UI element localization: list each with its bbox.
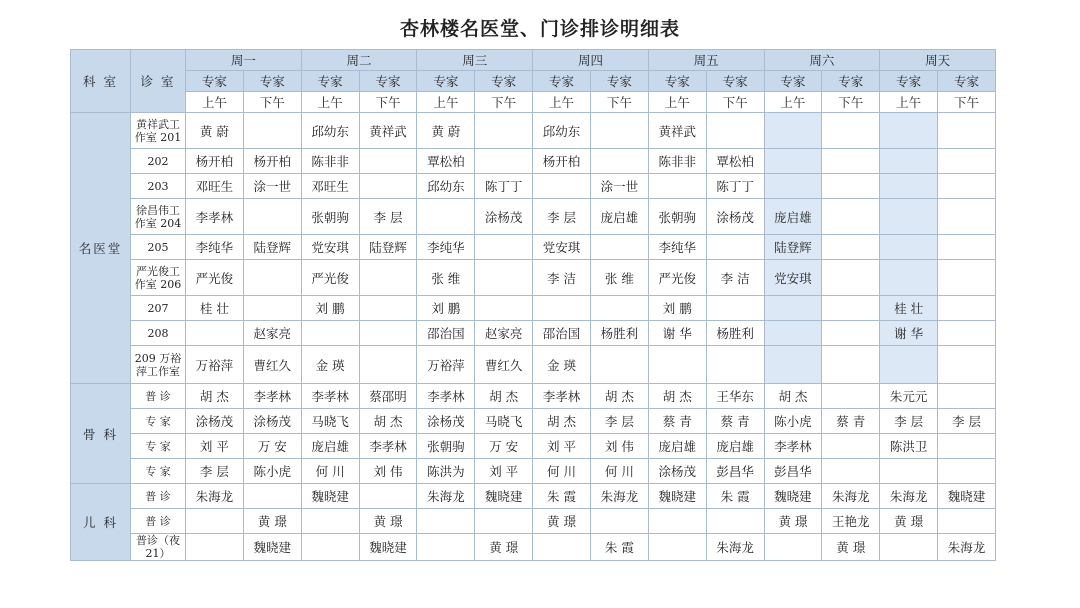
doctor-cell bbox=[648, 346, 706, 384]
doctor-cell bbox=[706, 509, 764, 534]
doctor-cell: 朱 霞 bbox=[590, 534, 648, 561]
doctor-cell bbox=[243, 260, 301, 296]
doctor-cell: 杨开柏 bbox=[533, 149, 591, 174]
doctor-cell: 朱海龙 bbox=[417, 484, 475, 509]
header-day: 周天 bbox=[880, 50, 996, 71]
doctor-cell: 蔡 青 bbox=[822, 409, 880, 434]
doctor-cell: 邱幼东 bbox=[417, 174, 475, 199]
doctor-cell: 赵家亮 bbox=[243, 321, 301, 346]
doctor-cell: 陈洪为 bbox=[417, 459, 475, 484]
doctor-cell bbox=[359, 296, 417, 321]
header-expert: 专家 bbox=[186, 71, 244, 92]
doctor-cell bbox=[590, 296, 648, 321]
header-pm: 下午 bbox=[243, 92, 301, 113]
schedule-table bbox=[70, 49, 996, 561]
doctor-cell bbox=[417, 199, 475, 235]
doctor-cell: 黄祥武 bbox=[648, 113, 706, 149]
table-row bbox=[71, 434, 996, 459]
doctor-cell bbox=[822, 174, 880, 199]
doctor-cell: 杨胜利 bbox=[706, 321, 764, 346]
doctor-cell bbox=[706, 296, 764, 321]
doctor-cell: 严光俊 bbox=[301, 260, 359, 296]
doctor-cell: 庞启雄 bbox=[590, 199, 648, 235]
table-row bbox=[71, 235, 996, 260]
doctor-cell bbox=[938, 113, 996, 149]
room-name: 普 诊 bbox=[131, 484, 186, 509]
doctor-cell bbox=[533, 296, 591, 321]
doctor-cell bbox=[822, 235, 880, 260]
doctor-cell bbox=[475, 149, 533, 174]
doctor-cell: 庞启雄 bbox=[648, 434, 706, 459]
doctor-cell: 严光俊 bbox=[648, 260, 706, 296]
doctor-cell: 魏晓建 bbox=[243, 534, 301, 561]
table-row bbox=[71, 484, 996, 509]
table-row bbox=[71, 509, 996, 534]
header-expert: 专家 bbox=[359, 71, 417, 92]
header-expert: 专家 bbox=[648, 71, 706, 92]
room-name: 205 bbox=[131, 235, 186, 260]
doctor-cell bbox=[243, 199, 301, 235]
doctor-cell: 涂杨茂 bbox=[706, 199, 764, 235]
doctor-cell: 杨开柏 bbox=[243, 149, 301, 174]
doctor-cell: 庞启雄 bbox=[764, 199, 822, 235]
doctor-cell: 朱海龙 bbox=[880, 484, 938, 509]
doctor-cell: 魏晓建 bbox=[359, 534, 417, 561]
table-row bbox=[71, 321, 996, 346]
doctor-cell: 涂杨茂 bbox=[475, 199, 533, 235]
doctor-cell: 胡 杰 bbox=[186, 384, 244, 409]
doctor-cell: 胡 杰 bbox=[533, 409, 591, 434]
doctor-cell bbox=[880, 235, 938, 260]
doctor-cell: 涂杨茂 bbox=[648, 459, 706, 484]
department-name: 儿 科 bbox=[71, 484, 131, 561]
doctor-cell: 万 安 bbox=[475, 434, 533, 459]
doctor-cell: 黄 蔚 bbox=[186, 113, 244, 149]
doctor-cell: 何 川 bbox=[301, 459, 359, 484]
table-row bbox=[71, 409, 996, 434]
doctor-cell bbox=[186, 534, 244, 561]
doctor-cell bbox=[475, 260, 533, 296]
header-expert: 专家 bbox=[301, 71, 359, 92]
doctor-cell bbox=[359, 149, 417, 174]
doctor-cell bbox=[590, 113, 648, 149]
table-row bbox=[71, 296, 996, 321]
room-name: 普 诊 bbox=[131, 509, 186, 534]
doctor-cell bbox=[822, 384, 880, 409]
doctor-cell bbox=[822, 113, 880, 149]
doctor-cell: 朱海龙 bbox=[590, 484, 648, 509]
doctor-cell: 金 瑛 bbox=[301, 346, 359, 384]
doctor-cell: 李孝林 bbox=[301, 384, 359, 409]
doctor-cell: 朱海龙 bbox=[186, 484, 244, 509]
table-row bbox=[71, 174, 996, 199]
header-am: 上午 bbox=[764, 92, 822, 113]
doctor-cell bbox=[880, 199, 938, 235]
doctor-cell: 何 川 bbox=[590, 459, 648, 484]
doctor-cell: 陈非非 bbox=[648, 149, 706, 174]
doctor-cell: 邓旺生 bbox=[301, 174, 359, 199]
header-expert: 专家 bbox=[938, 71, 996, 92]
table-row bbox=[71, 346, 996, 384]
table-row bbox=[71, 459, 996, 484]
doctor-cell bbox=[880, 149, 938, 174]
doctor-cell bbox=[938, 199, 996, 235]
doctor-cell: 朱 霞 bbox=[706, 484, 764, 509]
room-name: 徐昌伟工作室 204 bbox=[131, 199, 186, 235]
doctor-cell bbox=[764, 113, 822, 149]
doctor-cell: 邱幼东 bbox=[533, 113, 591, 149]
room-name: 专 家 bbox=[131, 409, 186, 434]
doctor-cell bbox=[764, 174, 822, 199]
doctor-cell: 魏晓建 bbox=[648, 484, 706, 509]
doctor-cell: 魏晓建 bbox=[938, 484, 996, 509]
doctor-cell bbox=[938, 296, 996, 321]
doctor-cell: 彭昌华 bbox=[706, 459, 764, 484]
room-name: 黄祥武工作室 201 bbox=[131, 113, 186, 149]
doctor-cell bbox=[648, 509, 706, 534]
header-day: 周四 bbox=[533, 50, 649, 71]
doctor-cell bbox=[822, 260, 880, 296]
doctor-cell: 刘 平 bbox=[475, 459, 533, 484]
doctor-cell: 万裕萍 bbox=[417, 346, 475, 384]
doctor-cell: 邱幼东 bbox=[301, 113, 359, 149]
doctor-cell: 黄 璟 bbox=[243, 509, 301, 534]
doctor-cell bbox=[475, 235, 533, 260]
doctor-cell bbox=[938, 384, 996, 409]
doctor-cell bbox=[590, 509, 648, 534]
doctor-cell bbox=[243, 296, 301, 321]
header-am: 上午 bbox=[301, 92, 359, 113]
doctor-cell: 蔡 青 bbox=[706, 409, 764, 434]
doctor-cell: 李孝林 bbox=[359, 434, 417, 459]
doctor-cell: 覃松柏 bbox=[706, 149, 764, 174]
doctor-cell bbox=[706, 235, 764, 260]
doctor-cell: 党安琪 bbox=[533, 235, 591, 260]
doctor-cell: 黄 璟 bbox=[475, 534, 533, 561]
doctor-cell: 李 层 bbox=[186, 459, 244, 484]
doctor-cell: 张 维 bbox=[590, 260, 648, 296]
doctor-cell: 陆登辉 bbox=[359, 235, 417, 260]
header-pm: 下午 bbox=[938, 92, 996, 113]
doctor-cell: 马晓飞 bbox=[301, 409, 359, 434]
doctor-cell bbox=[186, 321, 244, 346]
doctor-cell bbox=[938, 174, 996, 199]
department-name: 名医堂 bbox=[71, 113, 131, 384]
doctor-cell bbox=[764, 296, 822, 321]
doctor-cell: 谢 华 bbox=[880, 321, 938, 346]
room-name: 209 万裕萍工作室 bbox=[131, 346, 186, 384]
doctor-cell: 魏晓建 bbox=[475, 484, 533, 509]
doctor-cell bbox=[706, 346, 764, 384]
doctor-cell: 李纯华 bbox=[186, 235, 244, 260]
doctor-cell: 涂杨茂 bbox=[186, 409, 244, 434]
doctor-cell: 涂杨茂 bbox=[417, 409, 475, 434]
header-expert: 专家 bbox=[475, 71, 533, 92]
room-name: 普 诊 bbox=[131, 384, 186, 409]
doctor-cell: 万 安 bbox=[243, 434, 301, 459]
doctor-cell bbox=[417, 509, 475, 534]
doctor-cell bbox=[938, 509, 996, 534]
doctor-cell: 李孝林 bbox=[417, 384, 475, 409]
doctor-cell bbox=[938, 321, 996, 346]
doctor-cell bbox=[475, 296, 533, 321]
doctor-cell bbox=[880, 260, 938, 296]
doctor-cell: 刘 伟 bbox=[590, 434, 648, 459]
doctor-cell bbox=[359, 346, 417, 384]
doctor-cell: 蔡 青 bbox=[648, 409, 706, 434]
doctor-cell: 李 层 bbox=[359, 199, 417, 235]
room-name: 专 家 bbox=[131, 434, 186, 459]
doctor-cell bbox=[764, 346, 822, 384]
doctor-cell bbox=[417, 534, 475, 561]
doctor-cell bbox=[880, 459, 938, 484]
doctor-cell: 万裕萍 bbox=[186, 346, 244, 384]
doctor-cell: 覃松柏 bbox=[417, 149, 475, 174]
doctor-cell: 李 层 bbox=[880, 409, 938, 434]
doctor-cell: 涂一世 bbox=[590, 174, 648, 199]
header-am: 上午 bbox=[417, 92, 475, 113]
doctor-cell: 张朝驹 bbox=[417, 434, 475, 459]
doctor-cell: 李 洁 bbox=[533, 260, 591, 296]
doctor-cell bbox=[590, 346, 648, 384]
doctor-cell: 庞启雄 bbox=[706, 434, 764, 459]
doctor-cell bbox=[822, 296, 880, 321]
doctor-cell bbox=[880, 113, 938, 149]
doctor-cell: 黄 璟 bbox=[359, 509, 417, 534]
doctor-cell bbox=[301, 509, 359, 534]
doctor-cell bbox=[880, 174, 938, 199]
header-expert: 专家 bbox=[764, 71, 822, 92]
doctor-cell: 刘 伟 bbox=[359, 459, 417, 484]
table-row bbox=[71, 113, 996, 149]
header-day: 周二 bbox=[301, 50, 417, 71]
doctor-cell: 涂杨茂 bbox=[243, 409, 301, 434]
doctor-cell: 刘 鹏 bbox=[301, 296, 359, 321]
doctor-cell bbox=[243, 113, 301, 149]
doctor-cell: 张朝驹 bbox=[301, 199, 359, 235]
doctor-cell bbox=[590, 149, 648, 174]
doctor-cell: 陆登辉 bbox=[243, 235, 301, 260]
doctor-cell bbox=[475, 113, 533, 149]
doctor-cell bbox=[880, 346, 938, 384]
header-expert: 专家 bbox=[590, 71, 648, 92]
doctor-cell: 李纯华 bbox=[417, 235, 475, 260]
doctor-cell: 朱元元 bbox=[880, 384, 938, 409]
doctor-cell: 彭昌华 bbox=[764, 459, 822, 484]
header-expert: 专家 bbox=[822, 71, 880, 92]
doctor-cell: 胡 杰 bbox=[475, 384, 533, 409]
doctor-cell: 黄 蔚 bbox=[417, 113, 475, 149]
header-pm: 下午 bbox=[822, 92, 880, 113]
doctor-cell bbox=[301, 321, 359, 346]
table-row bbox=[71, 260, 996, 296]
doctor-cell: 杨开柏 bbox=[186, 149, 244, 174]
doctor-cell bbox=[822, 459, 880, 484]
doctor-cell: 刘 平 bbox=[533, 434, 591, 459]
doctor-cell: 黄 璟 bbox=[533, 509, 591, 534]
doctor-cell: 刘 鹏 bbox=[648, 296, 706, 321]
doctor-cell bbox=[938, 459, 996, 484]
header-dept: 科 室 bbox=[71, 50, 131, 113]
room-name: 专 家 bbox=[131, 459, 186, 484]
doctor-cell: 陈非非 bbox=[301, 149, 359, 174]
doctor-cell: 李 洁 bbox=[706, 260, 764, 296]
header-pm: 下午 bbox=[359, 92, 417, 113]
doctor-cell: 邵治国 bbox=[417, 321, 475, 346]
header-day: 周一 bbox=[186, 50, 302, 71]
doctor-cell: 桂 壮 bbox=[186, 296, 244, 321]
doctor-cell: 陆登辉 bbox=[764, 235, 822, 260]
doctor-cell: 桂 壮 bbox=[880, 296, 938, 321]
doctor-cell: 何 川 bbox=[533, 459, 591, 484]
doctor-cell bbox=[938, 149, 996, 174]
doctor-cell: 金 瑛 bbox=[533, 346, 591, 384]
doctor-cell: 刘 平 bbox=[186, 434, 244, 459]
doctor-cell: 李纯华 bbox=[648, 235, 706, 260]
room-name: 普诊（夜21） bbox=[131, 534, 186, 561]
header-am: 上午 bbox=[648, 92, 706, 113]
doctor-cell: 邵治国 bbox=[533, 321, 591, 346]
doctor-cell bbox=[533, 534, 591, 561]
doctor-cell: 胡 杰 bbox=[648, 384, 706, 409]
room-name: 203 bbox=[131, 174, 186, 199]
doctor-cell: 陈小虎 bbox=[764, 409, 822, 434]
doctor-cell: 党安琪 bbox=[301, 235, 359, 260]
doctor-cell bbox=[590, 235, 648, 260]
header-room: 诊 室 bbox=[131, 50, 186, 113]
doctor-cell: 蔡邵明 bbox=[359, 384, 417, 409]
doctor-cell: 李孝林 bbox=[533, 384, 591, 409]
doctor-cell bbox=[359, 321, 417, 346]
page-title: 杏林楼名医堂、门诊排诊明细表 bbox=[399, 18, 680, 40]
doctor-cell: 张朝驹 bbox=[648, 199, 706, 235]
doctor-cell bbox=[822, 149, 880, 174]
doctor-cell: 杨胜利 bbox=[590, 321, 648, 346]
doctor-cell: 黄 璟 bbox=[880, 509, 938, 534]
doctor-cell: 曹红久 bbox=[243, 346, 301, 384]
doctor-cell: 李孝林 bbox=[186, 199, 244, 235]
doctor-cell: 朱 霞 bbox=[533, 484, 591, 509]
doctor-cell: 马晓飞 bbox=[475, 409, 533, 434]
doctor-cell: 胡 杰 bbox=[764, 384, 822, 409]
doctor-cell bbox=[243, 484, 301, 509]
header-day: 周五 bbox=[648, 50, 764, 71]
room-name: 严光俊工作室 206 bbox=[131, 260, 186, 296]
doctor-cell: 王艳龙 bbox=[822, 509, 880, 534]
doctor-cell: 李 层 bbox=[533, 199, 591, 235]
doctor-cell bbox=[938, 260, 996, 296]
doctor-cell: 庞启雄 bbox=[301, 434, 359, 459]
header-pm: 下午 bbox=[706, 92, 764, 113]
doctor-cell: 胡 杰 bbox=[359, 409, 417, 434]
doctor-cell: 刘 鹏 bbox=[417, 296, 475, 321]
doctor-cell bbox=[938, 346, 996, 384]
header-pm: 下午 bbox=[590, 92, 648, 113]
header-expert: 专家 bbox=[533, 71, 591, 92]
header-expert: 专家 bbox=[417, 71, 475, 92]
doctor-cell: 严光俊 bbox=[186, 260, 244, 296]
room-name: 208 bbox=[131, 321, 186, 346]
doctor-cell: 涂一世 bbox=[243, 174, 301, 199]
doctor-cell bbox=[359, 260, 417, 296]
header-am: 上午 bbox=[880, 92, 938, 113]
doctor-cell: 魏晓建 bbox=[764, 484, 822, 509]
doctor-cell bbox=[938, 434, 996, 459]
doctor-cell bbox=[648, 534, 706, 561]
doctor-cell bbox=[706, 113, 764, 149]
doctor-cell: 朱海龙 bbox=[822, 484, 880, 509]
doctor-cell bbox=[533, 174, 591, 199]
doctor-cell: 黄 璟 bbox=[764, 509, 822, 534]
doctor-cell bbox=[186, 509, 244, 534]
header-expert: 专家 bbox=[706, 71, 764, 92]
department-name: 骨 科 bbox=[71, 384, 131, 484]
doctor-cell: 李 层 bbox=[938, 409, 996, 434]
header-pm: 下午 bbox=[475, 92, 533, 113]
table-row bbox=[71, 384, 996, 409]
doctor-cell: 胡 杰 bbox=[590, 384, 648, 409]
header-day: 周三 bbox=[417, 50, 533, 71]
doctor-cell bbox=[648, 174, 706, 199]
doctor-cell: 邓旺生 bbox=[186, 174, 244, 199]
doctor-cell: 李 层 bbox=[590, 409, 648, 434]
header-expert: 专家 bbox=[880, 71, 938, 92]
doctor-cell: 朱海龙 bbox=[706, 534, 764, 561]
doctor-cell: 李孝林 bbox=[764, 434, 822, 459]
doctor-cell: 曹红久 bbox=[475, 346, 533, 384]
doctor-cell bbox=[359, 174, 417, 199]
doctor-cell: 黄祥武 bbox=[359, 113, 417, 149]
doctor-cell: 陈洪卫 bbox=[880, 434, 938, 459]
doctor-cell: 陈小虎 bbox=[243, 459, 301, 484]
table-row bbox=[71, 199, 996, 235]
doctor-cell bbox=[822, 199, 880, 235]
doctor-cell bbox=[822, 346, 880, 384]
doctor-cell bbox=[764, 534, 822, 561]
doctor-cell: 党安琪 bbox=[764, 260, 822, 296]
doctor-cell bbox=[764, 149, 822, 174]
doctor-cell bbox=[301, 534, 359, 561]
room-name: 202 bbox=[131, 149, 186, 174]
doctor-cell: 张 维 bbox=[417, 260, 475, 296]
room-name: 207 bbox=[131, 296, 186, 321]
doctor-cell: 赵家亮 bbox=[475, 321, 533, 346]
doctor-cell: 魏晓建 bbox=[301, 484, 359, 509]
doctor-cell: 陈丁丁 bbox=[706, 174, 764, 199]
header-am: 上午 bbox=[533, 92, 591, 113]
doctor-cell bbox=[822, 321, 880, 346]
doctor-cell bbox=[475, 509, 533, 534]
doctor-cell bbox=[938, 235, 996, 260]
doctor-cell bbox=[880, 534, 938, 561]
doctor-cell bbox=[822, 434, 880, 459]
table-row bbox=[71, 149, 996, 174]
doctor-cell bbox=[359, 484, 417, 509]
doctor-cell: 黄 璟 bbox=[822, 534, 880, 561]
header-day: 周六 bbox=[764, 50, 880, 71]
doctor-cell: 陈丁丁 bbox=[475, 174, 533, 199]
doctor-cell: 谢 华 bbox=[648, 321, 706, 346]
doctor-cell: 李孝林 bbox=[243, 384, 301, 409]
doctor-cell: 王华东 bbox=[706, 384, 764, 409]
doctor-cell: 朱海龙 bbox=[938, 534, 996, 561]
doctor-cell bbox=[764, 321, 822, 346]
header-expert: 专家 bbox=[243, 71, 301, 92]
table-row bbox=[71, 534, 996, 561]
header-am: 上午 bbox=[186, 92, 244, 113]
